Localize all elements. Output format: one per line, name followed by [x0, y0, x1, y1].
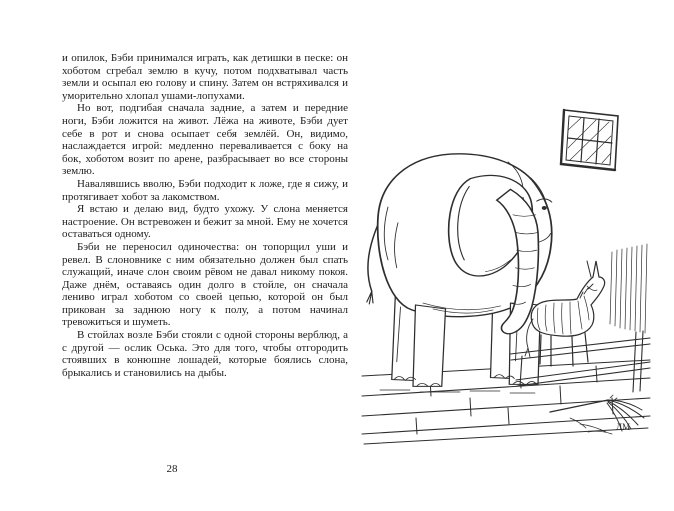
page-number: 28: [166, 463, 178, 475]
elephant-near-rear-leg: [413, 305, 446, 386]
donkey-second-ear: [587, 261, 591, 277]
left-page-text-column: [62, 52, 348, 379]
paragraph-5: Бэби не переносил одиночества: он топорщил уши и ревел. В слоновнике с ним обязательно должен был спать служащий, иначе слон своим рёвом не давал никому покоя. Даже днём, оставаясь один долго в стойле, он сначала лениво играл хоботом со своей цепью, которой он был прикован за заднюю ногу к полу, а потом начинал тревожиться и шуметь.: [62, 240, 348, 329]
elephant-stable-drawing: [360, 56, 652, 446]
paragraph-3: Навалявшись вволю, Бэби подходит к ложе, где я сижу, и протягивает хобот за лакомством.: [62, 177, 348, 203]
paragraph-1: и опилок, Бэби принимался играть, как детишки в песке: он хоботом сгребал землю в кучу, потом подхватывал часть земли и осыпал ею голову и спину. Затем он встряхивался и уморительно хлопал ушами-лопухами.: [62, 52, 348, 102]
wall-hatching: [610, 244, 647, 333]
elephant-tail-tuft: [367, 291, 373, 304]
window: [561, 110, 618, 170]
paragraph-6: В стойлах возле Бэби стояли с одной стороны верблюд, а с другой — ослик Оська. Это для того, чтобы отгородить стоявших в конюшне лошадей, которые боялись слона, брыкались и становились на дыбы.: [62, 329, 348, 379]
paragraph-2: Но вот, подгибая сначала задние, а затем и передние ноги, Бэби ложится на живот. Лёжа на животе, Бэби дует себе в рот и снова осыпает себя землёй. Он, видимо, наслаждается игрой: медленно переваливается с боку на бок, хоботом возит по арене, разбрасывает во все стороны землю.: [62, 102, 348, 178]
artist-signature: ЛМ: [616, 422, 631, 432]
paragraph-4: Я встаю и делаю вид, будто ухожу. У слона меняется настроение. Он встревожен и бежит за мной. Ему не хочется оставаться одному.: [62, 203, 348, 241]
elephant-eye: [542, 206, 547, 210]
elephant-illustration: [360, 56, 652, 446]
elephant: [367, 154, 552, 386]
broom-handle: [550, 400, 608, 412]
